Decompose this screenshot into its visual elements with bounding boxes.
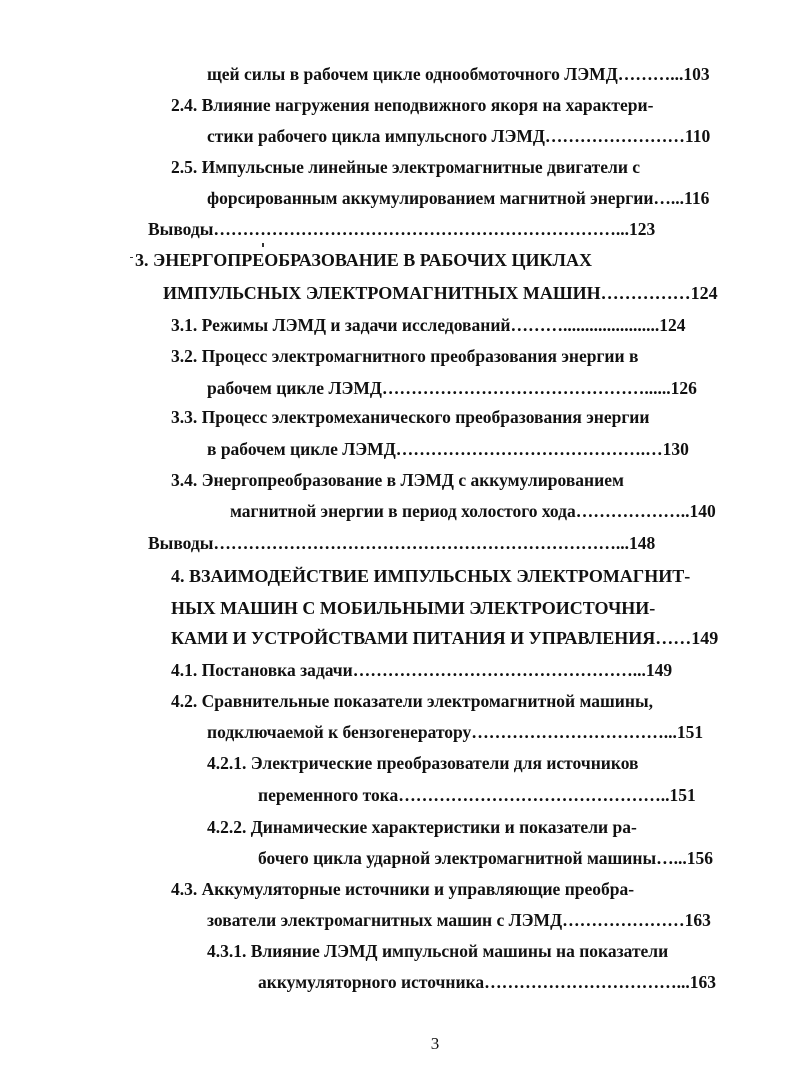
toc-line: 4.2. Сравнительные показатели электромагнитной машины, — [171, 691, 654, 711]
toc-chapter-heading: КАМИ И УСТРОЙСТВАМИ ПИТАНИЯ И УПРАВЛЕНИЯ……149 — [171, 628, 719, 648]
toc-chapter-heading: 3. ЭНЕРГОПРЕОБРАЗОВАНИЕ В РАБОЧИХ ЦИКЛАХ — [135, 250, 592, 270]
toc-line: аккумуляторного источника……………………………...163 — [258, 972, 717, 992]
toc-chapter-heading: ИМПУЛЬСНЫХ ЭЛЕКТРОМАГНИТНЫХ МАШИН……………124 — [163, 283, 718, 303]
scan-mark — [130, 257, 133, 258]
toc-line: стики рабочего цикла импульсного ЛЭМД……………………110 — [207, 126, 711, 146]
toc-line: форсированным аккумулированием магнитной энергии…...116 — [207, 188, 710, 208]
toc-line: 2.4. Влияние нагружения неподвижного якоря на характери- — [171, 95, 654, 115]
toc-line: 4.3.1. Влияние ЛЭМД импульсной машины на показатели — [207, 941, 669, 961]
toc-line: рабочем цикле ЛЭМД………………………………………......126 — [207, 378, 697, 398]
toc-line: 4.1. Постановка задачи…………………………………………...149 — [171, 660, 673, 680]
toc-line: щей силы в рабочем цикле однообмоточного ЛЭМД………...103 — [207, 64, 710, 84]
toc-line: подключаемой к бензогенератору……………………………...151 — [207, 722, 704, 742]
toc-line: 3.3. Процесс электромеханического преобразования энергии — [171, 407, 650, 427]
toc-line: 3.2. Процесс электромагнитного преобразования энергии в — [171, 346, 639, 366]
scan-mark — [262, 243, 264, 247]
toc-chapter-heading: НЫХ МАШИН С МОБИЛЬНЫМИ ЭЛЕКТРОИСТОЧНИ- — [171, 598, 656, 618]
toc-line: 4.3. Аккумуляторные источники и управляющие преобра- — [171, 879, 635, 899]
toc-line: 4.2.2. Динамические характеристики и показатели ра- — [207, 817, 637, 837]
toc-line: 4.2.1. Электрические преобразователи для источников — [207, 753, 639, 773]
toc-line: Выводы……………………………………………………………...123 — [148, 219, 656, 239]
toc-line: бочего цикла ударной электромагнитной машины…...156 — [258, 848, 714, 868]
toc-chapter-heading: 4. ВЗАИМОДЕЙСТВИЕ ИМПУЛЬСНЫХ ЭЛЕКТРОМАГНИТ- — [171, 566, 691, 586]
toc-line: 3.4. Энергопреобразование в ЛЭМД с аккумулированием — [171, 470, 624, 490]
page-number: 3 — [430, 1034, 440, 1053]
toc-line: 3.1. Режимы ЛЭМД и задачи исследований………......................124 — [171, 315, 686, 335]
toc-line: Выводы……………………………………………………………...148 — [148, 533, 656, 553]
toc-line: переменного тока………………………………………..151 — [258, 785, 696, 805]
toc-line: магнитной энергии в период холостого хода………………..140 — [230, 501, 716, 521]
toc-line: 2.5. Импульсные линейные электромагнитные двигатели с — [171, 157, 641, 177]
toc-line: в рабочем цикле ЛЭМД…………………………………….…130 — [207, 439, 689, 459]
toc-line: зователи электромагнитных машин с ЛЭМД…………………163 — [207, 910, 711, 930]
